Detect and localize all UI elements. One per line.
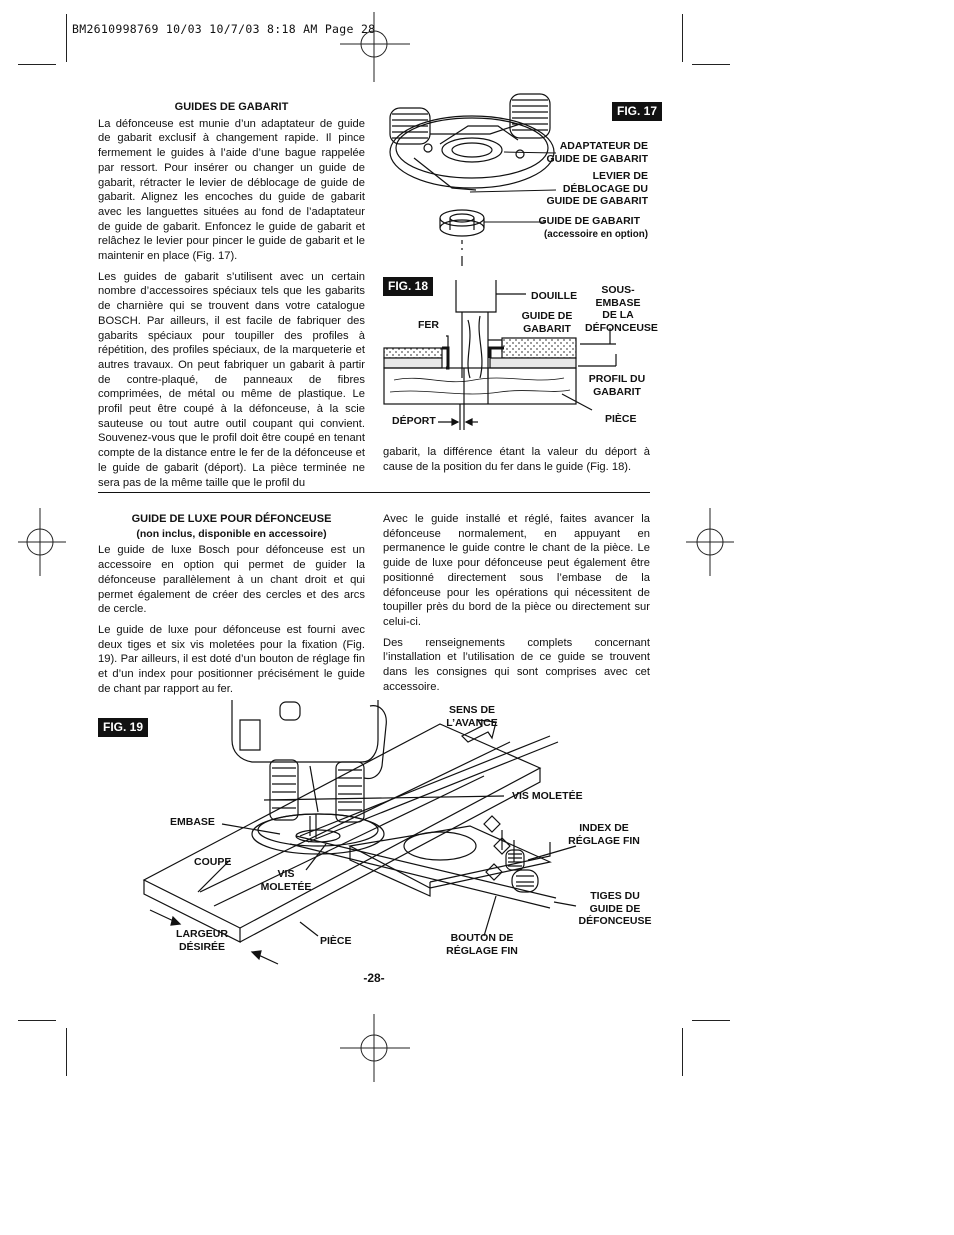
paragraph: Le guide de luxe pour défonceuse est fourni avec deux tiges et six vis moletées pour la fixation (Fig. 19). Par ailleurs, il est doté d’un bouton de réglage fin et d’un index pour positionner précisément le guide de chant par rapport au fer. (98, 623, 365, 695)
section-title: GUIDE DE LUXE POUR DÉFONCEUSE (131, 513, 332, 525)
section-guide-de-luxe-right (383, 512, 650, 700)
fig19-label-tiges: TIGES DU GUIDE DE DÉFONCEUSE (578, 890, 652, 927)
fig18-label-douille: DOUILLE (531, 290, 578, 302)
paragraph: Avec le guide installé et réglé, faites avancer la défonceuse normalement, en appuyant en permanence le guide contre le chant de la pièce. Le guide de luxe pour défonceuse peut également être positionné directement sous l’embase de la défonceuse pour les opérations qui nécessitent de toupiller près du bord de la pièce ou directement sur celui-ci. (383, 513, 650, 628)
fig18-tag: FIG. 18 (383, 277, 433, 296)
print-slug: BM2610998769 10/03 10/7/03 8:18 AM Page 28 (72, 22, 376, 36)
fig17-label-guide: GUIDE DE GABARIT (538, 215, 640, 227)
section-subtitle: (non inclus, disponible en accessoire) (136, 527, 327, 540)
registration-mark (18, 504, 94, 580)
fig19-label-sens: SENS DE L’AVANCE (446, 704, 498, 729)
fig18-label-deport: DÉPORT (392, 415, 436, 427)
section-title: GUIDES DE GABARIT (174, 101, 289, 113)
fig19-label-index: INDEX DE RÉGLAGE FIN (568, 822, 640, 847)
fig19-label-vis-moletee: VIS MOLETÉE (512, 790, 583, 802)
fig18-label-piece: PIÈCE (605, 413, 637, 425)
registration-mark (338, 10, 414, 86)
section-guide-de-luxe (98, 512, 365, 702)
crop-mark (66, 1028, 67, 1076)
paragraph: Des renseignements complets concernant l’installation et l’utilisation de ce guide se trouvent dans les consignes qui sont comprises avec cet accessoire. (383, 636, 650, 693)
crop-mark (66, 14, 67, 62)
registration-mark (682, 504, 738, 580)
fig17-label-accessoire: (accessoire en option) (544, 229, 648, 240)
fig19-label-coupe: COUPE (194, 856, 232, 868)
section-guides-de-gabarit (98, 100, 365, 496)
fig19-illustration (140, 696, 580, 966)
fig19-tag: FIG. 19 (98, 718, 148, 737)
fig18-label-fer: FER (418, 319, 439, 331)
registration-mark (338, 1010, 414, 1086)
paragraph: La défonceuse est munie d’un adaptateur de guide de gabarit exclusif à changement rapide. Il pince fermement le guides à l’aide d’une bague rappelée par ressort. Pour insérer ou changer un guide de gabarit, rétracter le levier de déblocage de guide de gabarit. Alignez les encoches du guide de gabarit avec les languettes situées au fond de l’adaptateur de guide de gabarit. Enfoncez le guide de gabarit et relâchez le levier pour pincer le guide de gabarit et le maintenir en place (Fig. 17). (98, 117, 365, 263)
crop-mark (682, 1028, 683, 1076)
crop-mark (18, 64, 56, 65)
crop-mark (682, 14, 683, 62)
fig18-label-sous-embase: SOUS- EMBASE DE LA DÉFONCEUSE (585, 284, 658, 334)
section-divider (98, 492, 650, 493)
fig19-label-embase: EMBASE (170, 816, 215, 828)
fig19-label-largeur: LARGEUR DÉSIRÉE (176, 928, 228, 953)
fig19-label-bouton: BOUTON DE RÉGLAGE FIN (446, 932, 518, 957)
fig18-label-guide: GUIDE DE GABARIT (521, 310, 573, 335)
paragraph: gabarit, la différence étant la valeur du déport à cause de la position du fer dans le guide (Fig. 18). (383, 446, 650, 473)
crop-mark (692, 1020, 730, 1021)
crop-mark (18, 1020, 56, 1021)
paragraph: Les guides de gabarit s’utilisent avec un certain nombre d’accessoires spéciaux tels que les gabarits de charnière qui se trouvent dans votre catalogue BOSCH. Par ailleurs, il est facile de fabriquer des gabarits spéciaux pour toupiller des profiles à répétition, des profiles spéciaux, de la marqueterie et autres travaux. On peut fabriquer un gabarit à partir de contre-plaqué, de panneaux de fibres comprimées, de métal ou même de plastique. Le profil peut être coupé à la défonceuse, à la scie sauteuse ou tout autre outil coupant qui convient. Souvenez-vous que le profil doit être coupé en tenant compte de la distance entre le fer de la défonceuse et le guide de gabarit (déport). La pièce terminée ne sera pas de la même taille que le profil du (98, 270, 365, 489)
page-number: -28- (363, 971, 385, 985)
fig18-label-profil: PROFIL DU GABARIT (588, 373, 646, 398)
paragraph-continued (383, 445, 650, 480)
paragraph: Le guide de luxe Bosch pour défonceuse est un accessoire en option qui permet de guider la défonceuse parallèlement à un chant droit et qui permet également de créer des cercles et des arcs de cercle. (98, 544, 365, 616)
fig17-tag: FIG. 17 (612, 102, 662, 121)
fig17-label-adaptateur: ADAPTATEUR DE GUIDE DE GABARIT (546, 140, 648, 165)
fig19-label-piece: PIÈCE (320, 935, 352, 947)
fig17-label-levier: LEVIER DE DÉBLOCAGE DU GUIDE DE GABARIT (546, 170, 648, 207)
fig19-label-vis-moletee-2: VIS MOLETÉE (260, 868, 312, 893)
crop-mark (692, 64, 730, 65)
